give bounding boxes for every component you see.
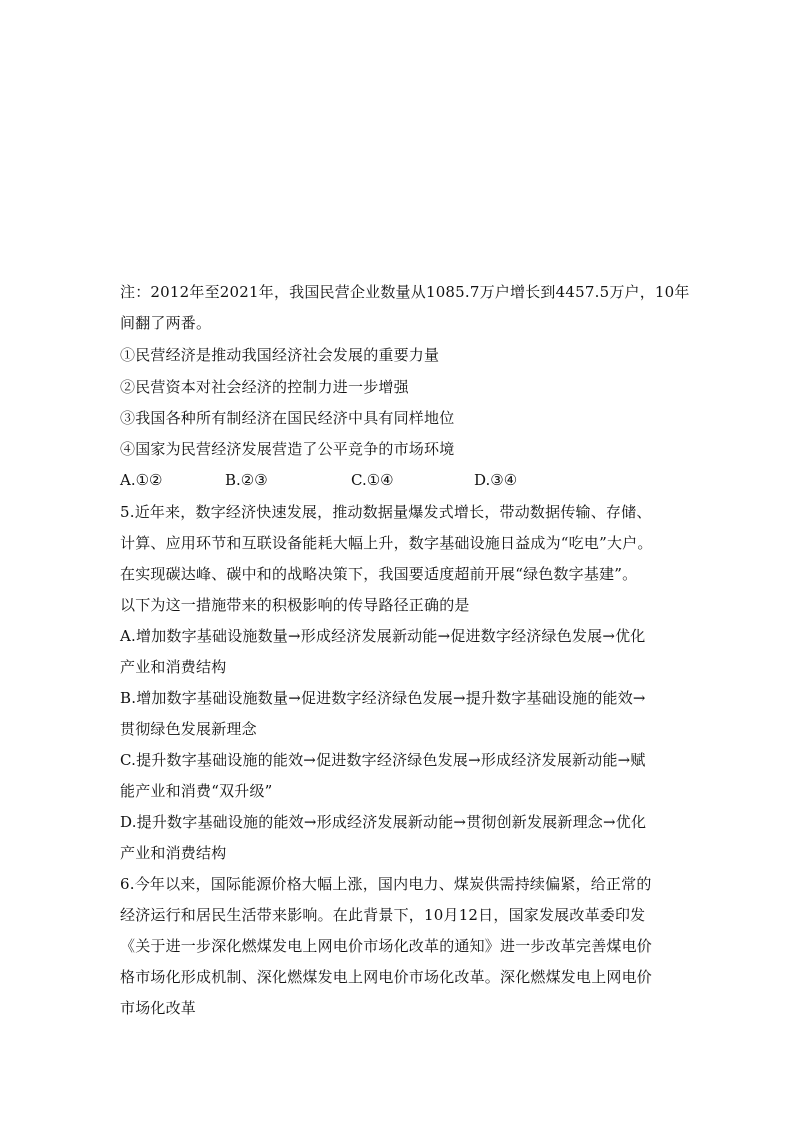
q4-option-c: C.①④ [351,471,394,489]
q5-option-d-line-2: 产业和消费结构 [120,844,227,862]
statement-4: ④国家为民营经济发展营造了公平竞争的市场环境 [120,440,455,458]
q4-option-b: B.②③ [225,471,268,489]
q5-option-d-line-1: D.提升数字基础设施的能效→形成经济发展新动能→贯彻创新发展新理念→优化 [120,813,647,831]
q6-stem-line-1: 6.今年以来，国际能源价格大幅上涨，国内电力、煤炭供需持续偏紧，给正常的 [120,875,652,893]
q5-option-b-line-1: B.增加数字基础设施数量→促进数字经济绿色发展→提升数字基础设施的能效→ [120,689,646,707]
q5-stem-line-4: 以下为这一措施带来的积极影响的传导路径正确的是 [120,596,470,614]
statement-3: ③我国各种所有制经济在国民经济中具有同样地位 [120,409,455,427]
q4-option-a: A.①② [120,471,163,489]
q4-option-d: D.③④ [474,471,518,489]
q5-stem-line-2: 计算、应用环节和互联设备能耗大幅上升，数字基础设施日益成为“吃电”大户。 [120,534,653,552]
q5-stem-line-1: 5.近年来，数字经济快速发展，推动数据量爆发式增长，带动数据传输、存储、 [120,503,652,521]
statement-1: ①民营经济是推动我国经济社会发展的重要力量 [120,346,440,364]
note-line-1: 注：2012年至2021年，我国民营企业数量从1085.7万户增长到4457.5万户，10年 [120,283,690,301]
q5-option-c-line-1: C.提升数字基础设施的能效→促进数字经济绿色发展→形成经济发展新动能→赋 [120,751,646,769]
q5-option-b-line-2: 贯彻绿色发展新理念 [120,720,257,738]
q6-stem-line-3: 《关于进一步深化燃煤发电上网电价市场化改革的通知》进一步改革完善煤电价 [120,937,653,955]
q5-option-c-line-2: 能产业和消费“双升级” [120,782,273,800]
note-line-2: 间翻了两番。 [120,314,212,332]
q5-option-a-line-2: 产业和消费结构 [120,658,227,676]
q6-stem-line-2: 经济运行和居民生活带来影响。在此背景下，10月12日，国家发展改革委印发 [120,906,646,924]
q6-stem-line-5: 市场化改革 [120,999,197,1017]
q6-stem-line-4: 格市场化形成机制、深化燃煤发电上网电价市场化改革。深化燃煤发电上网电价 [120,968,653,986]
q5-option-a-line-1: A.增加数字基础设施数量→形成经济发展新动能→促进数字经济绿色发展→优化 [120,627,646,645]
statement-2: ②民营资本对社会经济的控制力进一步增强 [120,378,409,396]
q5-stem-line-3: 在实现碳达峰、碳中和的战略决策下，我国要适度超前开展“绿色数字基建”。 [120,565,638,583]
